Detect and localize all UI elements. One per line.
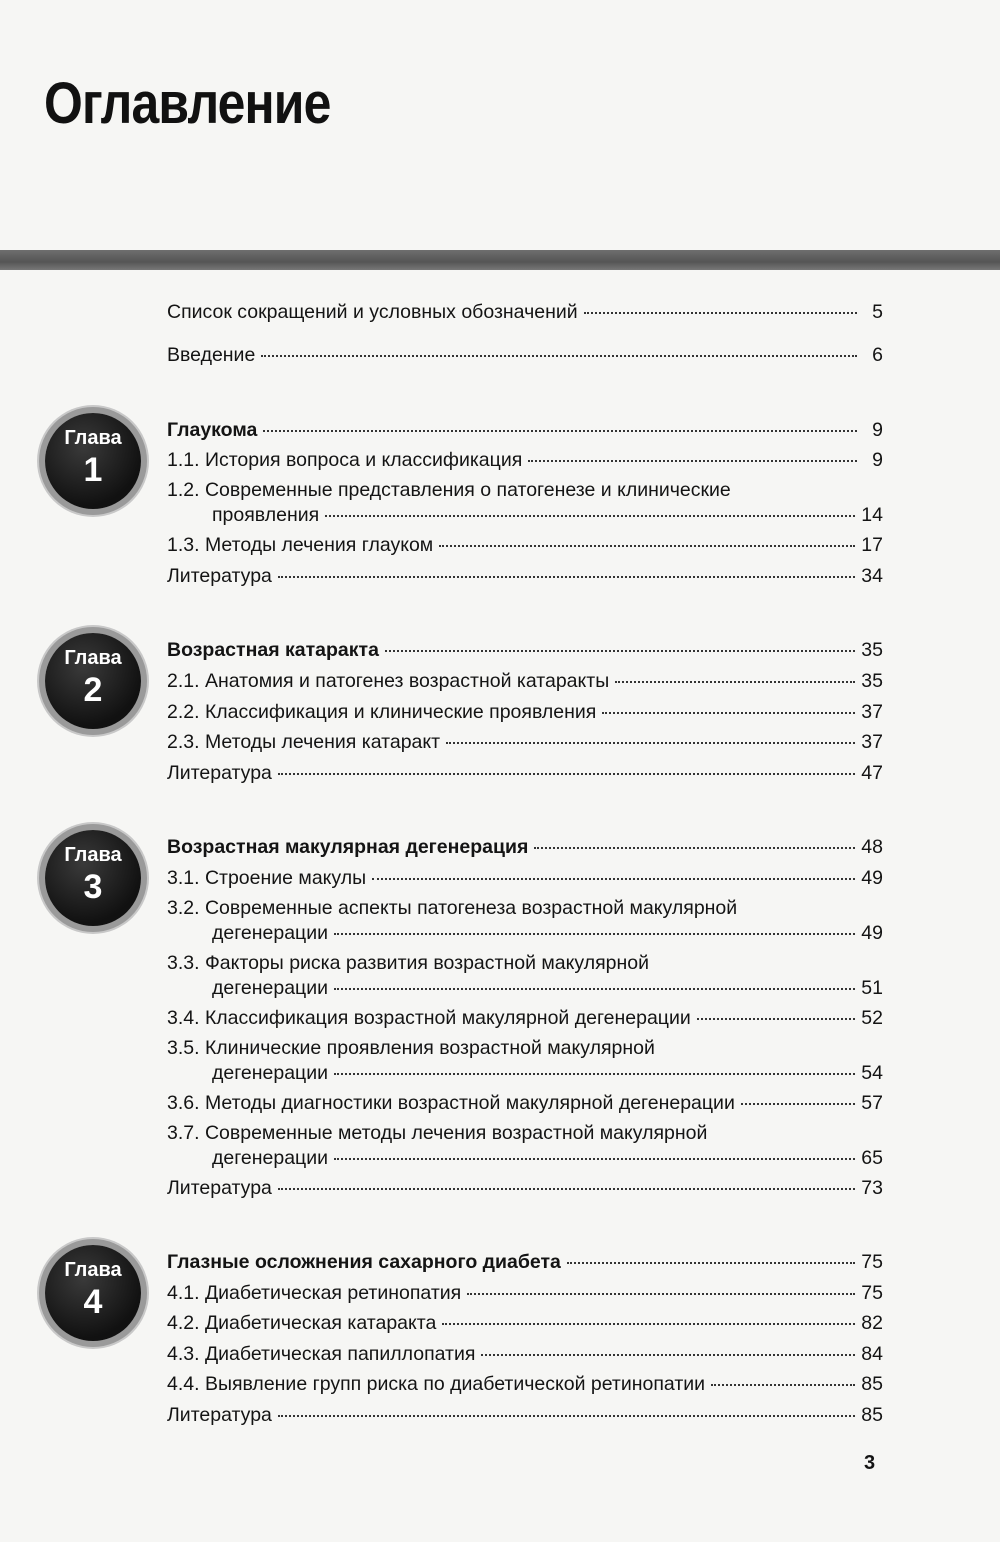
toc-section-entry xyxy=(167,730,883,755)
dot-leader xyxy=(446,741,855,744)
toc-section-entry xyxy=(167,1372,883,1397)
dot-leader xyxy=(278,575,855,578)
toc-section-entry xyxy=(167,669,883,694)
toc-entry-page: 5 xyxy=(872,301,883,323)
toc-entry-text: 3.3. Факторы риска развития возрастной макулярной xyxy=(167,952,649,974)
chapter-title xyxy=(167,638,883,663)
toc-front-entry xyxy=(167,300,883,325)
toc-entry-page: 84 xyxy=(861,1343,883,1365)
toc-entry-page: 57 xyxy=(861,1092,883,1114)
toc-entry-page: 37 xyxy=(861,701,883,723)
toc-section-entry xyxy=(167,700,883,725)
chapter-badge-number: 2 xyxy=(83,671,103,709)
toc-entry-page: 34 xyxy=(861,565,883,587)
toc-entry-text: дегенерации xyxy=(212,1062,329,1084)
toc-entry-text: 2.3. Методы лечения катаракт xyxy=(167,731,441,753)
toc-entry-page: 65 xyxy=(861,1147,883,1169)
toc-entry-text: Возрастная макулярная дегенерация xyxy=(167,836,529,858)
toc-entry-page: 75 xyxy=(861,1282,883,1304)
toc-section-entry xyxy=(167,761,883,786)
dot-leader xyxy=(741,1102,855,1105)
toc-entry-text: Литература xyxy=(167,1177,272,1199)
dot-leader xyxy=(467,1292,855,1295)
dot-leader xyxy=(567,1261,855,1264)
dot-leader xyxy=(334,1157,855,1160)
toc-entry-text: Литература xyxy=(167,762,272,784)
toc-entry-text: 3.2. Современные аспекты патогенеза возрастной макулярной xyxy=(167,897,738,919)
toc-entry-page: 9 xyxy=(872,449,883,471)
header-divider-bar xyxy=(0,250,1000,270)
toc-entry-page: 54 xyxy=(861,1062,883,1084)
dot-leader xyxy=(584,311,857,314)
toc-entry-text: дегенерации xyxy=(212,1147,329,1169)
dot-leader xyxy=(481,1353,855,1356)
toc-entry-page: 82 xyxy=(861,1312,883,1334)
dot-leader xyxy=(615,680,855,683)
toc-entry-text: 1.1. История вопроса и классификация xyxy=(167,449,523,471)
toc-entry-page: 49 xyxy=(861,922,883,944)
toc-entry-text: Глаукома xyxy=(167,419,258,441)
toc-entry-page: 9 xyxy=(872,419,883,441)
chapter-title xyxy=(167,418,883,443)
toc-section-entry xyxy=(167,1342,883,1367)
toc-entry-text: 1.2. Современные представления о патогенезе и клинические xyxy=(167,479,731,501)
toc-entry-page: 49 xyxy=(861,867,883,889)
dot-leader xyxy=(261,354,857,357)
toc-entry-text: дегенерации xyxy=(212,922,329,944)
toc-entry-page: 6 xyxy=(872,344,883,366)
toc-section-entry xyxy=(167,1281,883,1306)
dot-leader xyxy=(278,1187,855,1190)
chapter-badge-label: Глава xyxy=(64,1259,122,1281)
toc-entry-page: 35 xyxy=(861,639,883,661)
toc-entry-text: 4.4. Выявление групп риска по диабетической ретинопатии xyxy=(167,1373,706,1395)
chapter-badge-label: Глава xyxy=(64,844,122,866)
chapter-title xyxy=(167,1250,883,1275)
chapter-badge-number: 1 xyxy=(83,451,103,489)
dot-leader xyxy=(334,987,855,990)
dot-leader xyxy=(697,1017,856,1020)
chapter-badge xyxy=(45,413,141,509)
toc-entry-text: Литература xyxy=(167,1404,272,1426)
toc-section-entry xyxy=(167,478,883,528)
toc-entry-page: 37 xyxy=(861,731,883,753)
toc-section-entry xyxy=(167,896,883,946)
toc-entry-text: Литература xyxy=(167,565,272,587)
dot-leader xyxy=(711,1383,855,1386)
dot-leader xyxy=(263,429,857,432)
chapter-badge-number: 4 xyxy=(83,1283,103,1321)
toc-entry-text: Введение xyxy=(167,344,256,366)
toc-entry-text: Список сокращений и условных обозначений xyxy=(167,301,578,323)
dot-leader xyxy=(534,846,855,849)
chapter-badge-label: Глава xyxy=(64,647,122,669)
toc-entry-page: 47 xyxy=(861,762,883,784)
toc-section-entry xyxy=(167,1403,883,1428)
dot-leader xyxy=(439,544,855,547)
toc-section-entry xyxy=(167,1091,883,1116)
toc-entry-page: 35 xyxy=(861,670,883,692)
toc-entry-text: Возрастная катаракта xyxy=(167,639,379,661)
toc-entry-page: 17 xyxy=(861,534,883,556)
chapter-badge-label: Глава xyxy=(64,427,122,449)
dot-leader xyxy=(278,1414,855,1417)
dot-leader xyxy=(528,459,857,462)
toc-section-entry xyxy=(167,866,883,891)
toc-entry-text: проявления xyxy=(212,504,320,526)
toc-section-entry xyxy=(167,951,883,1001)
toc-entry-text: 3.6. Методы диагностики возрастной макулярной дегенерации xyxy=(167,1092,735,1114)
toc-entry-page: 48 xyxy=(861,836,883,858)
toc-entry-text: дегенерации xyxy=(212,977,329,999)
toc-entry-text: Глазные осложнения сахарного диабета xyxy=(167,1251,561,1273)
toc-section-entry xyxy=(167,1036,883,1086)
toc-entry-text: 2.1. Анатомия и патогенез возрастной катаракты xyxy=(167,670,610,692)
toc-section-entry xyxy=(167,1006,883,1031)
toc-entry-page: 14 xyxy=(861,504,883,526)
toc-section-entry xyxy=(167,1121,883,1171)
toc-entry-page: 51 xyxy=(861,977,883,999)
dot-leader xyxy=(334,1072,855,1075)
chapter-badge xyxy=(45,1245,141,1341)
dot-leader xyxy=(325,514,855,517)
toc-section-entry xyxy=(167,564,883,589)
toc-entry-page: 73 xyxy=(861,1177,883,1199)
toc-entry-text: 3.1. Строение макулы xyxy=(167,867,367,889)
dot-leader xyxy=(372,877,855,880)
toc-entry-text: 4.3. Диабетическая папиллопатия xyxy=(167,1343,476,1365)
chapter-badge-number: 3 xyxy=(83,868,103,906)
dot-leader xyxy=(602,711,855,714)
dot-leader xyxy=(334,932,855,935)
chapter-badge xyxy=(45,633,141,729)
dot-leader xyxy=(278,772,855,775)
chapter-title xyxy=(167,835,883,860)
toc-section-entry xyxy=(167,448,883,473)
toc-entry-text: 3.7. Современные методы лечения возрастной макулярной xyxy=(167,1122,708,1144)
dot-leader xyxy=(385,649,855,652)
toc-section-entry xyxy=(167,1176,883,1201)
dot-leader xyxy=(442,1322,855,1325)
toc-entry-text: 2.2. Классификация и клинические проявления xyxy=(167,701,597,723)
toc-entry-text: 4.2. Диабетическая катаракта xyxy=(167,1312,437,1334)
toc-entry-page: 85 xyxy=(861,1404,883,1426)
toc-entry-page: 75 xyxy=(861,1251,883,1273)
toc-entry-text: 3.4. Классификация возрастной макулярной дегенерации xyxy=(167,1007,691,1029)
toc-entry-text: 1.3. Методы лечения глауком xyxy=(167,534,434,556)
toc-section-entry xyxy=(167,533,883,558)
page-number: 3 xyxy=(864,1452,876,1474)
toc-entry-page: 52 xyxy=(861,1007,883,1029)
toc-entry-text: 3.5. Клинические проявления возрастной макулярной xyxy=(167,1037,655,1059)
toc-entry-text: 4.1. Диабетическая ретинопатия xyxy=(167,1282,462,1304)
chapter-badge xyxy=(45,830,141,926)
page-title: Оглавление xyxy=(44,71,331,136)
toc-front-entry xyxy=(167,343,883,368)
toc-section-entry xyxy=(167,1311,883,1336)
toc-entry-page: 85 xyxy=(861,1373,883,1395)
